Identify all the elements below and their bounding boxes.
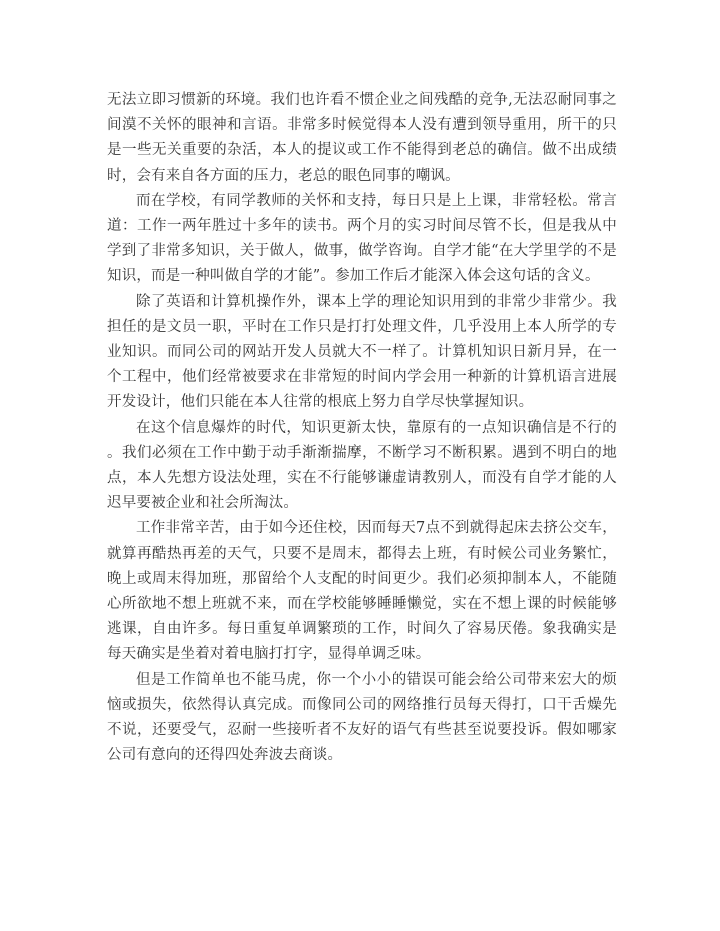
paragraph-4: 在这个信息爆炸的时代，知识更新太快，靠原有的一点知识确信是不行的。我们必须在工作中勤于动手渐渐揣摩，不断学习不断积累。遇到不明白的地点，本人先想方设法处理，实在不行能够谦虚请教别人，而没有自学才能的人迟早要被企业和社会所淘汰。 <box>107 419 617 512</box>
document-body <box>107 88 617 768</box>
paragraph-6: 但是工作简单也不能马虎，你一个小小的错误可能会给公司带来宏大的烦恼或损失，依然得认真完成。而像同公司的网络推行员每天得打，口干舌燥先不说，还要受气，忍耐一些接听者不友好的语气有些甚至说要投诉。假如哪家公司有意向的还得四处奔波去商谈。 <box>107 671 617 764</box>
paragraph-3: 除了英语和计算机操作外，课本上学的理论知识用到的非常少非常少。我担任的是文员一职，平时在工作只是打打处理文件，几乎没用上本人所学的专业知识。而同公司的网站开发人员就大不一样了。计算机知识日新月异，在一个工程中，他们经常被要求在非常短的时间内学会用一种新的计算机语言进展开发设计，他们只能在本人往常的根底上努力自学尽快掌握知识。 <box>107 293 617 411</box>
paragraph-1: 无法立即习惯新的环境。我们也许看不惯企业之间残酷的竞争,无法忍耐同事之间漠不关怀的眼神和言语。非常多时候觉得本人没有遭到领导重用，所干的只是一些无关重要的杂活，本人的提议或工作不能得到老总的确信。做不出成绩时，会有来自各方面的压力，老总的眼色同事的嘲讽。 <box>107 92 617 184</box>
paragraph-5: 工作非常辛苦，由于如今还住校，因而每天7点不到就得起床去挤公交车，就算再酷热再差的天气，只要不是周末，都得去上班，有时候公司业务繁忙，晚上或周末得加班，那留给个人支配的时间更少。我们必须抑制本人，不能随心所欲地不想上班就不来，而在学校能够睡睡懒觉，实在不想上课的时候能够逃课，自由许多。每日重复单调繁琐的工作，时间久了容易厌倦。象我确实是每天确实是坐着对着电脑打打字，显得单调乏味。 <box>107 520 617 663</box>
paragraph-2: 而在学校，有同学教师的关怀和支持，每日只是上上课，非常轻松。常言道：工作一两年胜过十多年的读书。两个月的实习时间尽管不长，但是我从中学到了非常多知识，关于做人，做事，做学咨询。自学才能“在大学里学的不是知识，而是一种叫做自学的才能”。参加工作后才能深入体会这句话的含义。 <box>107 192 617 285</box>
